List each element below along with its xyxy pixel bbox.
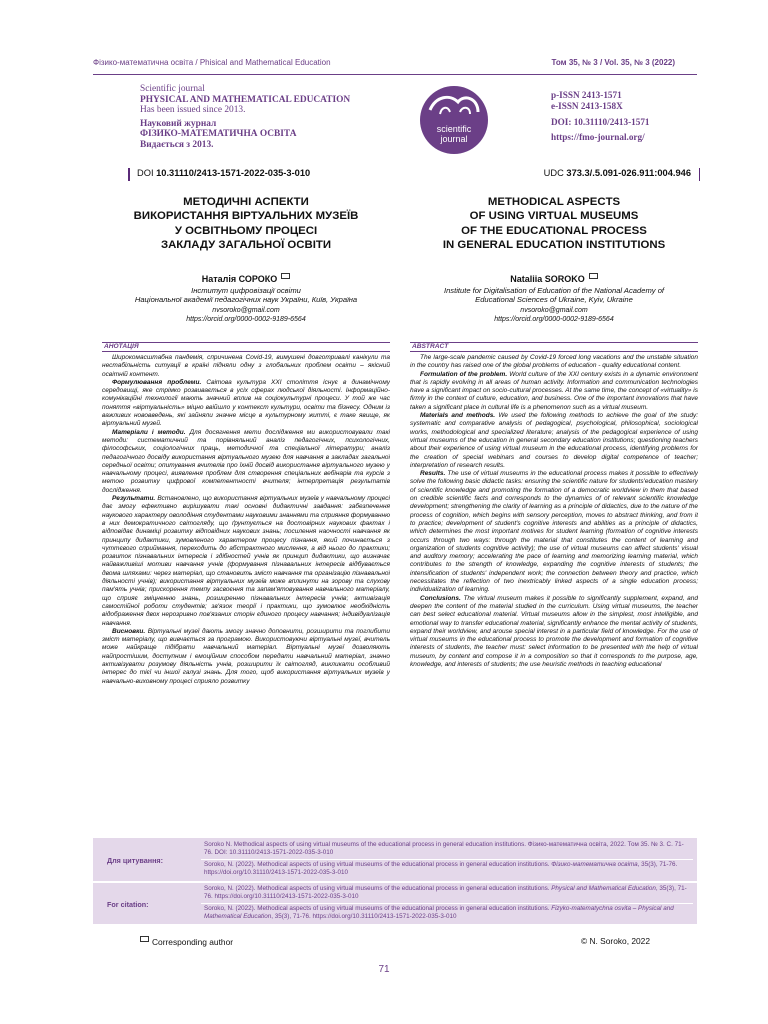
abstract-en-problem: Formulation of the problem. World culture of the XXI century exists in a dynamic environment that is rapidly evolving in all areas of human activity. Information and communication technologies have a significant impact on socio-cultural processes. At the same time, the concept of «virtuality» is firmly in the context of culture, education, and business. One of the important innovations that have taken a significant place in cultural life is a phenomenon such as a virtual museum.: [410, 370, 698, 411]
journal-line-3: Has been issued since 2013.: [140, 105, 246, 116]
doi-udc-bar: [128, 168, 700, 182]
english-header: [410, 195, 698, 325]
article-doi: DOI 10.31110/2413-1571-2022-035-3-010: [137, 168, 311, 178]
affiliation-uk: Інститут цифровізації освіти Національної академії педагогічних наук України, Київ, Україна: [134, 285, 358, 305]
citation-uk-ref-1: Soroko N. Methodical aspects of using virtual museums of the educational process in general education institutions. Фізико-математична освіта, 2022. Том 35. № 3. С. 71-76. DOI: 10.31110/2413-1571-2022-035-3-010: [204, 841, 684, 857]
citation-en: [93, 883, 697, 924]
journal-logo: [416, 84, 492, 156]
contacts-en: [410, 306, 698, 325]
running-head: [0, 54, 768, 74]
citation-divider: [201, 903, 693, 904]
author-uk: Наталія СОРОКО: [102, 273, 390, 284]
citation-uk: [93, 838, 697, 881]
abstract-uk-problem: Формулювання проблеми. Світова культура ХХІ століття існує в динамічному середовищі, яке стрімко розвивається в усіх сферах людської діяльності. Інформаційно-комунікаційні технології мають значний вплив на соціокультурні процеси. У той же час поняття «віртуальність» міцно ввійшло у контекст культури, освіти та бізнесу. Одним із важливих нововведень, які зайняли значне місце в культурному житті, є таке явище, як віртуальний музей.: [102, 378, 390, 428]
journal-doi: DOI: 10.31110/2413-1571: [551, 116, 650, 127]
running-head-rule: [93, 74, 697, 75]
abstract-uk-methods: Матеріали і методи. Для досягнення мети дослідження ми використовували такі методи: систематичний та порівняльний аналіз педагогічних, психологічних, філософських, соціологічних праць, методичної та спеціальної літератури; аналіз педагогічного досвіду використання віртуального музею для навчання в закладах загальної середньої освіти; опитування вчителів про їхній досвід використання віртуального музею у навчальному процесі, виявлення проблем для створення спеціальних вебінарів та курсів з метою розвитку цифрової компетентності вчителя; інтерпретація результатів дослідження.: [102, 428, 390, 494]
orcid-uk[interactable]: https://orcid.org/0000-0002-9189-6564: [186, 316, 306, 324]
udc-bar-marker: [699, 168, 701, 181]
title-uk: МЕТОДИЧНІ АСПЕКТИ ВИКОРИСТАННЯ ВІРТУАЛЬНИХ МУЗЕЇВ У ОСВІТНЬОМУ ПРОЦЕСІ ЗАКЛАДУ ЗАГАЛЬНОЇ ОСВІТИ: [133, 196, 359, 252]
envelope-icon: [281, 273, 290, 279]
abstract-en-intro: The large-scale pandemic caused by Covid-19 forced long vacations and the unstable situation in the country has raised one of the global problems of education - quality educational content.: [410, 354, 698, 370]
ukrainian-header: [102, 195, 390, 325]
email-en[interactable]: nvsoroko@gmail.com: [520, 306, 588, 314]
article-udc: UDC 373.3/.5.091-026.911:004.946: [543, 168, 691, 178]
journal-line-6: Видається з 2013.: [140, 139, 214, 150]
citation-en-ref-2: Soroko, N. (2022). Methodical aspects of using virtual museums of the educational process in general education institutions. Fizyko-matematychna osvita – Physical and Mathematical Education, 35(3), 71-76. https://doi.org/10.31110/2413-1571-2022-035-3-010: [204, 905, 674, 921]
eissn: e-ISSN 2413-158X: [551, 100, 623, 111]
logo-text-1: scientific: [436, 124, 472, 134]
doi-bar-marker: [128, 168, 130, 181]
affiliation-en: Institute for Digitalisation of Education of the National Academy of Educational Sciences of Ukraine, Kyiv, Ukraine: [443, 285, 665, 305]
citation-box: [93, 838, 697, 924]
abstract-heading-en: ABSTRACT: [410, 342, 698, 352]
abstract-en: [410, 354, 698, 838]
envelope-icon: [140, 936, 149, 942]
journal-identifiers: [551, 90, 711, 143]
abstract-en-results: Results. The use of virtual museums in the educational process makes it possible to effectively solve the following basic didactic tasks: ensuring the scientific nature for students'education mastery of scientific knowledge and promoting the formation of a democratic worldview in them that based on credible scientific facts and corresponds to the dynamics of of relevant scientific knowledge development; strengthening the clarity of learning as a principle of didactics, due to the nature of the process of cognition, which begins with sensory perception, moves to abstract thinking, and from it to practice; development of student's cognitive interests and abilities as a principle of didactics, which determines the most important motives for student learning (formation of cognitive interests occurs through two ways: through the material that constitutes the content of learning and organization of students cognitive activity); the use of virtual museums can affect students' visual and auditory memory; accelerating the pace of learning and memorizing learning material, which contributes to the strength of knowledge, expanding the cognitive interests of students; the intensification of students' independent work; the connection between theory and practice, which necessitates the reflection of two inextricably linked aspects of a single education process; individualization of learning.: [410, 470, 698, 594]
journal-line-1: Scientific journal: [140, 84, 205, 94]
journal-line-5: ФІЗИКО-МАТЕМАТИЧНА ОСВІТА: [140, 129, 297, 140]
logo-text-2: journal: [440, 134, 468, 144]
citation-divider: [201, 859, 693, 860]
author-en: Nataliia SOROKO: [410, 273, 698, 284]
orcid-en[interactable]: https://orcid.org/0000-0002-9189-6564: [494, 316, 614, 324]
abstract-en-methods: Materials and methods. We used the following methods to achieve the goal of the study: systematic and comparative analysis of pedagogical, psychological, philosophical, sociological works, methodological and specialized literature; analysis of the pedagogical experience of using virtual museums of the education in general secondary education institutions; questioning teachers about their experience of using virtual museum in the educational process, identifying problems for the creation of special webinars and courses to develop digital competence of teacher; interpretation of research results.: [410, 412, 698, 469]
corresponding-author-note: Corresponding author: [140, 936, 233, 947]
abstract-uk-intro: Широкомасштабна пандемія, спричинена Covid-19, вимушені довготривалі канікули та нестабільність ситуації в країні підняли одну з глобальних проблем освіти – якісний освітній контент.: [102, 354, 390, 378]
copyright: © N. Soroko, 2022: [580, 936, 650, 946]
running-head-journal: Фізико-математична освіта / Phisical and Mathematical Education: [93, 58, 331, 67]
abstract-heading-uk: АНОТАЦІЯ: [102, 342, 390, 352]
abstract-en-conclusions: Conclusions. The virtual museum makes it possible to significantly supplement, expand, and deepen the content of the material studied in the curriculum. Using virtual museums, the teacher can best select educational material. Virtual museums allow in the simplest, most intelligible, and emotional way to transfer educational material, significantly enhance the mental activity of students, expand their worldview, and arouse special interest in a particular field of knowledge. For the use of virtual museums in the educational process to promote the development and formation of cognitive interests of students, the teacher must: select information to be presented with the help of virtual museum, by content and compose it in a composition so that it corresponds to the purpose, age, knowledge, and interests of students; the use heuristic methods in teaching educational: [410, 594, 698, 668]
article-doi-value[interactable]: 10.31110/2413-1571-2022-035-3-010: [156, 168, 311, 178]
abstract-uk-conclusions: Висновки. Віртуальні музеї дають змогу значно доповнити, розширити та поглибити зміст матеріалу, що вивчається за програмою. Використовуючи віртуальні музеї, вчитель може найкраще підібрати навчальний матеріал. Віртуальні музеї дозволяють найпростішим, доступним і емоційним способом передати навчальний матеріал, значно активізувати розумову діяльність учнів, розширити їх світогляд, викликати особливий інтерес до тієї чи іншої галузі знань. Для того, щоб використання віртуальних музеїв у навчально-виховному процесі сприяло розвитку: [102, 627, 390, 685]
abstract-uk-results: Результати. Встановлено, що використання віртуальних музеїв у навчальному процесі дає змогу ефективно вирішувати такі основні дидактичні завдання: забезпечення наукового характеру оволодіння студентами науковими знаннями та сприяння формуванню в них демократичного світогляду, що ґрунтується на достовірних наукових фактах і відповідає динаміці розвитку відповідних наукових знань; посилення наочності навчання як принципу дидактики, зумовленого характером процесу пізнання, який починається з чуттєвого сприймання, переходить до абстрактного мислення, а від нього до практики; розвиток пізнавальних інтересів і здібностей учнів як принцип дидактики, що визначає найважливіші мотиви навчання учнів (формування пізнавальних інтересів відбувається двома шляхами: через матеріал, що становить зміст навчання та організацію пізнавальної діяльності учнів); використання віртуальних музеїв може вплинути на зорову та слухову пам'ять учнів; прискорення темпу засвоєння та запам'ятовування навчального матеріалу, що сприяє зміцненню знань, розширенню пізнавальних інтересів учнів; активізація самостійної роботи студентів; зв'язок теорії і практики, що зумовлює необхідність відображення двох нерозривно пов'язаних сторін єдиного процесу навчання; індивідуалізація навчання.: [102, 495, 390, 627]
article-udc-value: 373.3/.5.091-026.911:004.946: [566, 168, 691, 178]
envelope-icon: [589, 273, 598, 279]
journal-url[interactable]: https://fmo-journal.org/: [551, 132, 645, 143]
citation-en-ref-1: Soroko, N. (2022). Methodical aspects of using virtual museums of the educational process in general education institutions. Physical and Mathematical Education, 35(3), 71-76. https://doi.org/10.31110/2413-1571-2022-035-3-010: [204, 885, 687, 901]
journal-line-2: PHYSICAL AND MATHEMATICAL EDUCATION: [140, 94, 351, 105]
citation-uk-label: Для цитування:: [107, 856, 164, 865]
citation-uk-ref-2: Soroko, N. (2022). Methodical aspects of using virtual museums of the educational process in general education institutions. Фізико-математична освіта, 35(3), 71-76. https://doi.org/10.31110/2413-1571-2022-035-3-010: [204, 861, 678, 877]
title-en: METHODICAL ASPECTS OF USING VIRTUAL MUSEUMS OF THE EDUCATIONAL PROCESS IN GENERAL EDUCATION INSTITUTIONS: [442, 196, 666, 252]
journal-line-4: Науковий журнал: [140, 118, 217, 129]
page-number: 71: [378, 964, 390, 975]
running-head-volume: Том 35, № 3 / Vol. 35, № 3 (2022): [551, 58, 675, 67]
citation-en-label: For citation:: [107, 900, 149, 909]
journal-info: [140, 84, 400, 151]
contacts-uk: [102, 306, 390, 325]
pissn: p-ISSN 2413-1571: [551, 90, 622, 100]
email-uk[interactable]: nvsoroko@gmail.com: [212, 306, 280, 314]
abstract-uk: [102, 354, 390, 838]
